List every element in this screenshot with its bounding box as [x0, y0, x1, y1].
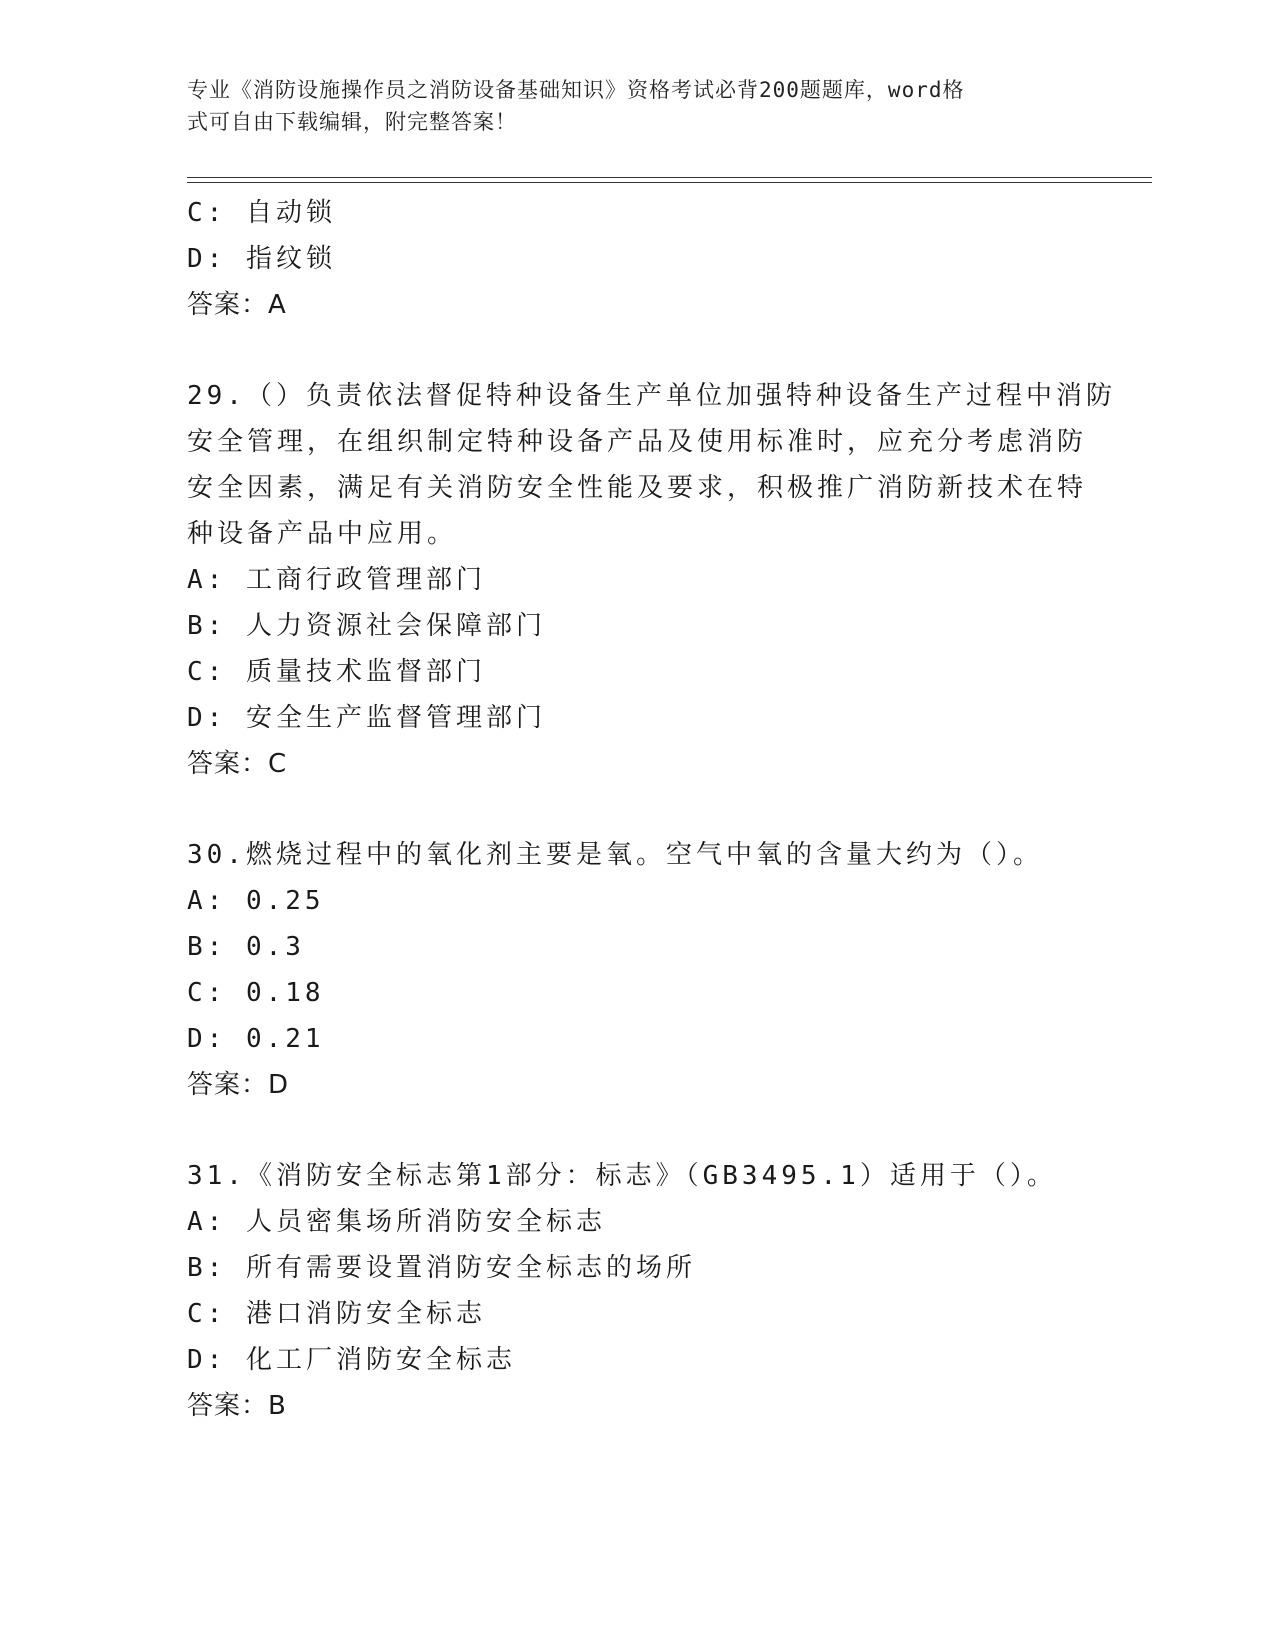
question-list: [187, 190, 1116, 1429]
question-text-line: 安全管理，在组织制定特种设备产品及使用标准时，应充分考虑消防: [187, 427, 1088, 457]
answer: 答案：B: [187, 1391, 287, 1421]
option-a: A: 0.25: [187, 886, 325, 916]
option-b: B: 所有需要设置消防安全标志的场所: [187, 1253, 696, 1283]
header-line-1: 专业《消防设施操作员之消防设备基础知识》资格考试必背200题题库，word格: [187, 78, 965, 102]
question-text-line: 种设备产品中应用。: [187, 519, 458, 549]
question-30: [187, 832, 1087, 1108]
answer: 答案：C: [187, 749, 288, 779]
option-b: B: 人力资源社会保障部门: [187, 611, 546, 641]
question-31: [187, 1153, 1087, 1429]
spacer: [187, 787, 1087, 832]
question-29: [187, 373, 1116, 787]
option-c: C: 0.18: [187, 978, 325, 1008]
option-c: C: 质量技术监督部门: [187, 657, 486, 687]
option-a: A: 工商行政管理部门: [187, 565, 486, 595]
option-a: A: 人员密集场所消防安全标志: [187, 1207, 606, 1237]
question-text-line: 29.（）负责依法督促特种设备生产单位加强特种设备生产过程中消防: [187, 381, 1116, 411]
option-c: C: 自动锁: [187, 198, 336, 228]
question-text-line: 31.《消防安全标志第1部分：标志》（GB3495.1）适用于（）。: [187, 1161, 1057, 1191]
spacer: [187, 1108, 1087, 1153]
header-divider-bottom: [187, 182, 1152, 183]
option-c: C: 港口消防安全标志: [187, 1299, 486, 1329]
option-d: D: 化工厂消防安全标志: [187, 1345, 516, 1375]
header-divider-top: [187, 177, 1152, 178]
answer: 答案：D: [187, 1070, 290, 1100]
spacer: [187, 328, 1087, 373]
question-text-line: 30.燃烧过程中的氧化剂主要是氧。空气中氧的含量大约为（）。: [187, 840, 1043, 870]
option-d: D: 0.21: [187, 1024, 325, 1054]
header-line-2: 式可自由下载编辑，附完整答案！: [187, 110, 517, 134]
previous-question-tail: [187, 190, 1087, 328]
option-d: D: 指纹锁: [187, 244, 336, 274]
option-d: D: 安全生产监督管理部门: [187, 703, 546, 733]
answer: 答案：A: [187, 290, 287, 320]
question-text-line: 安全因素，满足有关消防安全性能及要求，积极推广消防新技术在特: [187, 473, 1088, 503]
document-header: [187, 74, 1067, 138]
option-b: B: 0.3: [187, 932, 305, 962]
